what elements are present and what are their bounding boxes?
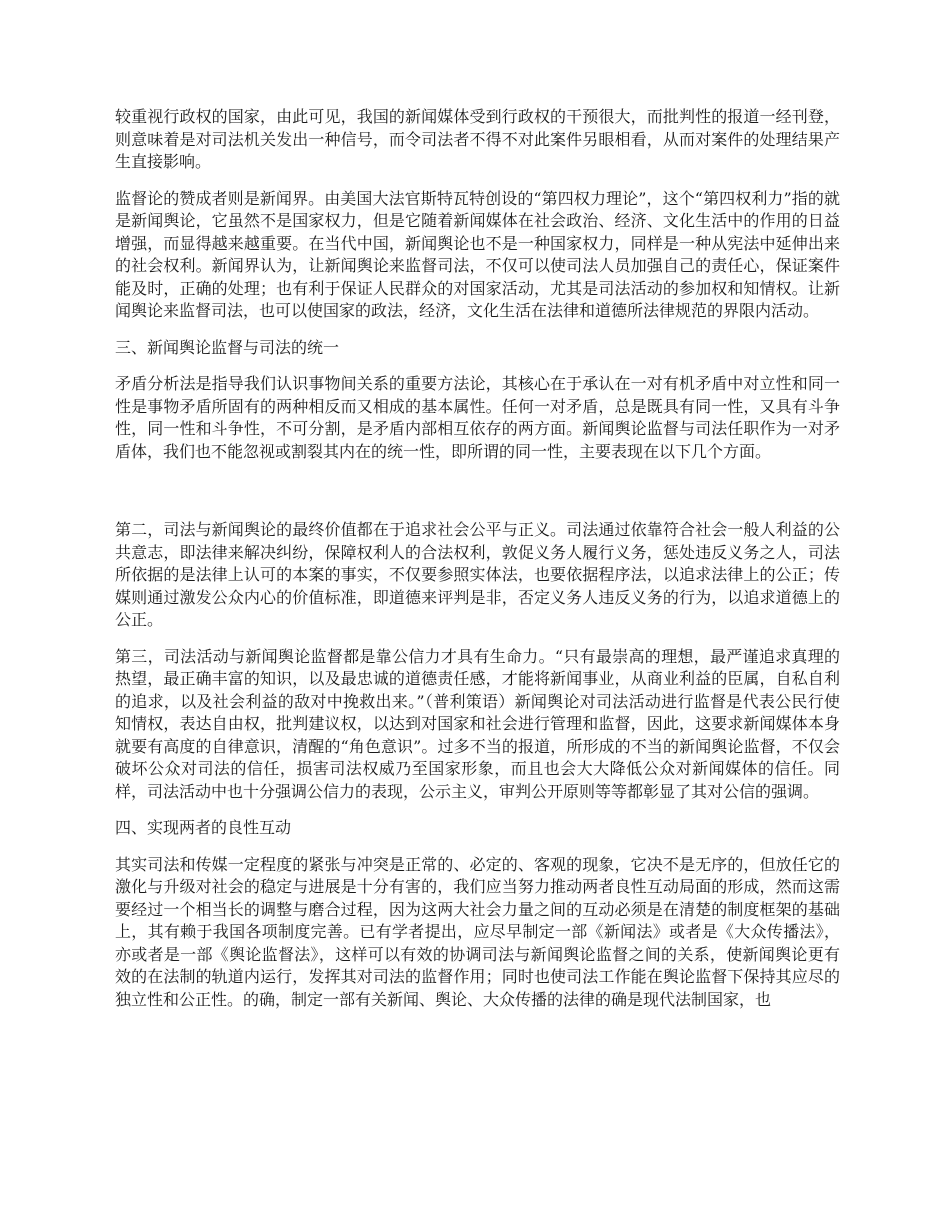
paragraph-second-point: 第二，司法与新闻舆论的最终价值都在于追求社会公平与正义。司法通过依靠符合社会一般人利益的公共意志，即法律来解决纠纷，保障权利人的合法权利，敦促义务人履行义务，惩处违反义务之人，司法所依据的是法律上认可的本案的事实，不仅要参照实体法，也要依据程序法，以追求法律上的公正；传媒则通过激发公众内心的价值标准，即道德来评判是非，否定义务人违反义务的行为，以追求道德上的公正。 <box>115 520 840 629</box>
paragraph-executive-power: 较重视行政权的国家，由此可见，我国的新闻媒体受到行政权的干预很大，而批判性的报道一经刊登，则意味着是对司法机关发出一种信号，而令司法者不得不对此案件另眼相看，从而对案件的处理结果产生直接影响。 <box>115 107 840 171</box>
section-heading-interaction: 四、实现两者的良性互动 <box>115 818 292 837</box>
document-body <box>115 106 840 1025</box>
paragraph-benign-interaction: 其实司法和传媒一定程度的紧张与冲突是正常的、必定的、客观的现象，它决不是无序的，但放任它的激化与升级对社会的稳定与进展是十分有害的，我们应当努力推动两者良性互动局面的形成，然而这需要经过一个相当长的调整与磨合过程，因为这两大社会力量之间的互动必须是在清楚的制度框架的基础上，其有赖于我国各项制度完善。已有学者提出，应尽早制定一部《新闻法》或者是《大众传播法》，亦或者是一部《舆论监督法》，这样可以有效的协调司法与新闻舆论监督之间的关系，使新闻舆论更有效的在法制的轨道内运行，发挥其对司法的监督作用；同时也使司法工作能在舆论监督下保持其应尽的独立性和公正性。的确，制定一部有关新闻、舆论、大众传播的法律的确是现代法制国家，也 <box>115 854 840 1009</box>
paragraph-supervision-theory: 监督论的赞成者则是新闻界。由美国大法官斯特瓦特创设的“第四权力理论”，这个“第四权利力”指的就是新闻舆论，它虽然不是国家权力，但是它随着新闻媒体在社会政治、经济、文化生活中的作用的日益增强，而显得越来越重要。在当代中国，新闻舆论也不是一种国家权力，同样是一种从宪法中延伸出来的社会权利。新闻界认为，让新闻舆论来监督司法，不仅可以使司法人员加强自己的责任心，保证案件能及时，正确的处理；也有利于保证人民群众的对国家活动，尤其是司法活动的参加权和知情权。让新闻舆论来监督司法，也可以使国家的政法，经济，文化生活在法律和道德所法律规范的界限内活动。 <box>115 188 840 320</box>
paragraph-contradiction-analysis: 矛盾分析法是指导我们认识事物间关系的重要方法论，其核心在于承认在一对有机矛盾中对立性和同一性是事物矛盾所固有的两种相反而又相成的基本属性。任何一对矛盾，总是既具有同一性，又具有斗争性，同一性和斗争性，不可分割，是矛盾内部相互依存的两方面。新闻舆论监督与司法任职作为一对矛盾体，我们也不能忽视或割裂其内在的统一性，即所谓的同一性，主要表现在以下几个方面。 <box>115 374 840 461</box>
blank-gap <box>115 477 840 519</box>
paragraph-third-point: 第三，司法活动与新闻舆论监督都是靠公信力才具有生命力。“只有最崇高的理想，最严谨追求真理的热望，最正确丰富的知识，以及最忠诚的道德责任感，才能将新闻事业，从商业利益的臣属，自私自利的追求，以及社会利益的敌对中挽救出来。”（普利策语）新闻舆论对司法活动进行监督是代表公民行使知情权，表达自由权，批判建议权，以达到对国家和社会进行管理和监督，因此，这要求新闻媒体本身就要有高度的自律意识，清醒的“角色意识”。过多不当的报道，所形成的不当的新闻舆论监督，不仅会破坏公众对司法的信任，损害司法权威乃至国家形象，而且也会大大降低公众对新闻媒体的信任。同样，司法活动中也十分强调公信力的表现，公示主义，审判公开原则等等都彰显了其对公信的强调。 <box>115 646 840 801</box>
section-heading-unity: 三、新闻舆论监督与司法的统一 <box>115 337 340 357</box>
